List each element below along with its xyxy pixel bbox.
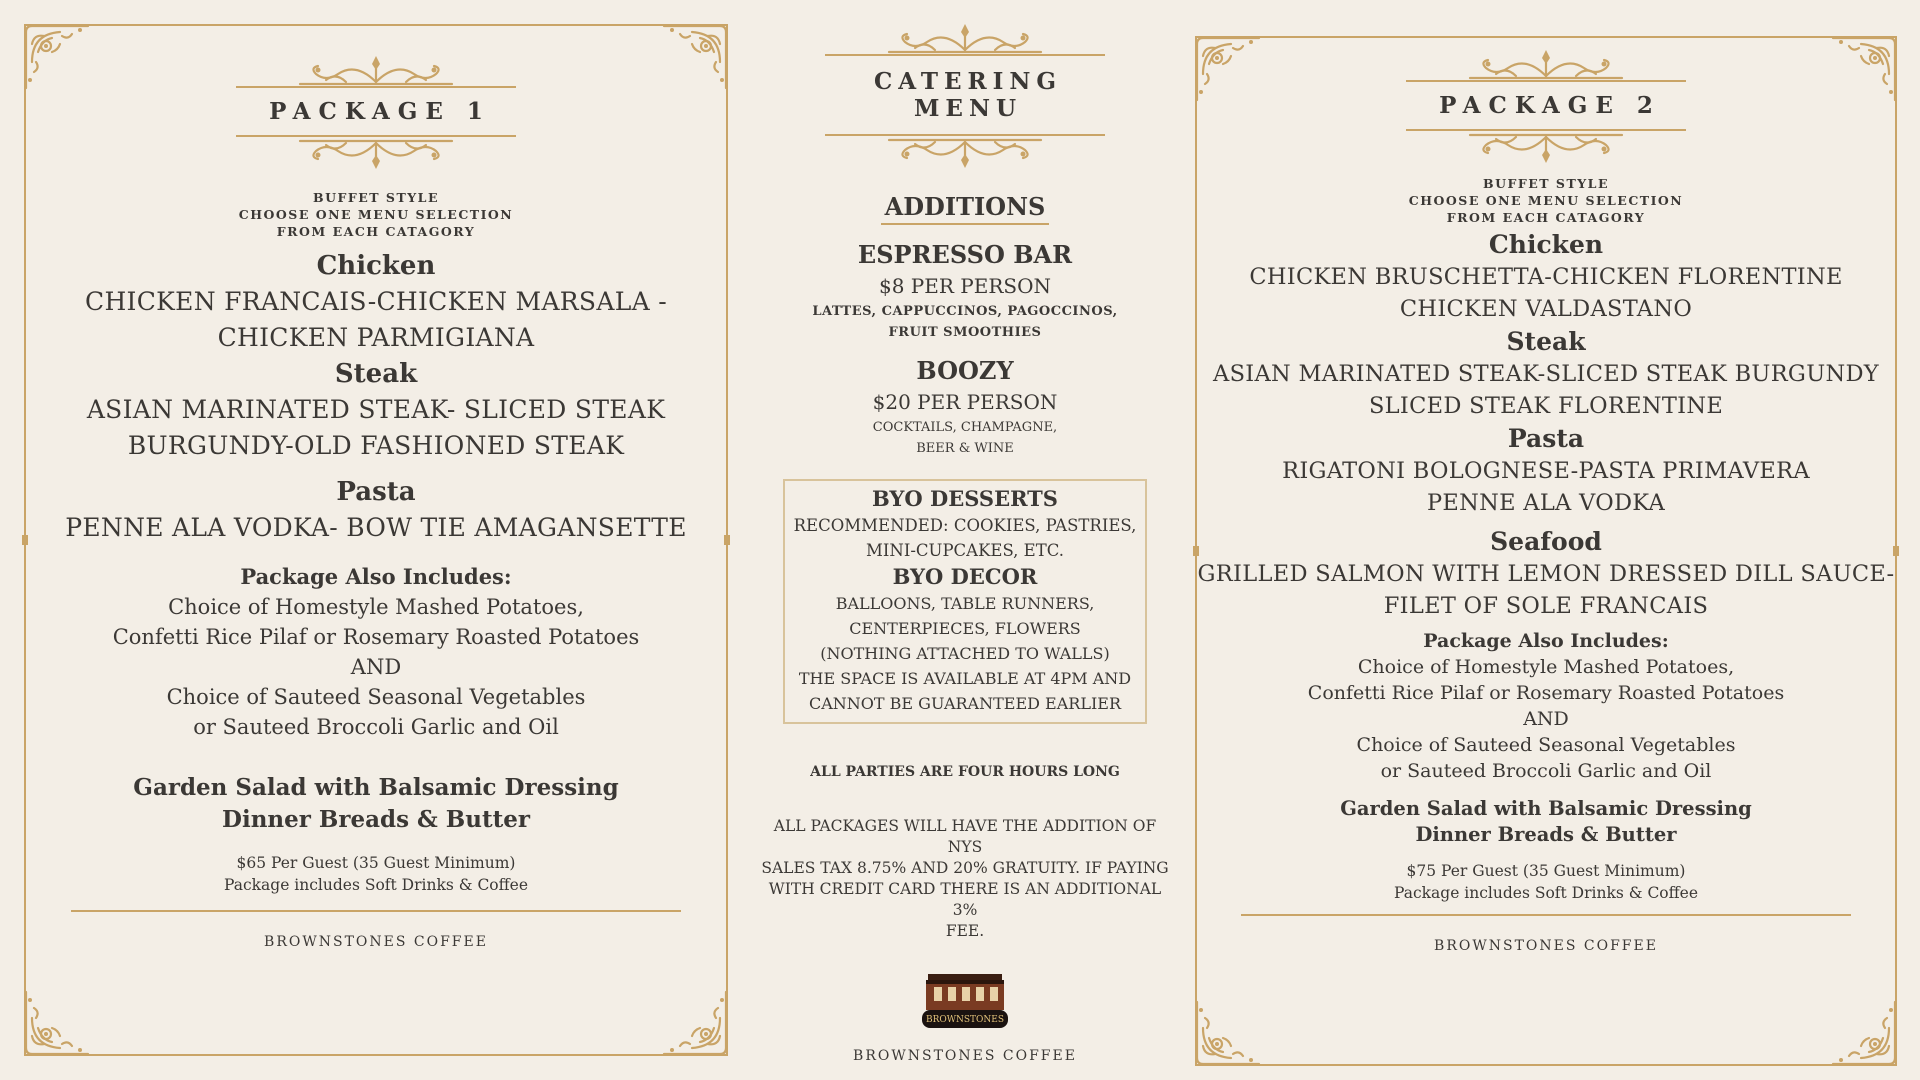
section-heading: Steak <box>334 359 418 389</box>
menu-section: Pasta PENNE ALA VODKA- BOW TIE AMAGANSETTE <box>26 474 726 546</box>
package-includes: Package Also Includes: Choice of Homestyle Mashed Potatoes, Confetti Rice Pilaf or Rosemary Roasted Potatoes AND Choice of Sauteed Seasonal Vegetables or Sauteed Broccoli Garlic and Oil <box>1307 630 1785 782</box>
package-price: $75 Per Guest (35 Guest Minimum) Package includes Soft Drinks & Coffee <box>1393 862 1698 902</box>
corner-ornament-icon <box>1193 998 1263 1068</box>
brownstones-logo <box>920 972 1010 1034</box>
byo-box: BYO DESSERTS RECOMMENDED: COOKIES, PASTRIES, MINI-CUPCAKES, ETC. BYO DECOR BALLOONS, TABLE RUNNERS, CENTERPIECES, FLOWERS (NOTHING ATTACHED TO WALLS) THE SPACE IS AVAILABLE AT 4PM AND CANNOT BE GUARANTEED EARLIER <box>783 479 1147 724</box>
menu-section: Pasta RIGATONI BOLOGNESE-PASTA PRIMAVERA PENNE ALA VODKA <box>1197 422 1895 519</box>
flourish-bottom-icon <box>236 137 516 169</box>
corner-ornament-icon <box>22 988 92 1058</box>
salad-bread: Garden Salad with Balsamic Dressing Dinner Breads & Butter <box>1340 797 1752 846</box>
espresso-bar: ESPRESSO BAR $8 PER PERSON LATTES, CAPPUCCINOS, PAGOCCINOS, FRUIT SMOOTHIES <box>812 240 1118 340</box>
menu-section: Chicken CHICKEN BRUSCHETTA-CHICKEN FLORENTINE CHICKEN VALDASTANO <box>1197 228 1895 325</box>
footer-divider <box>1241 914 1851 916</box>
byo-desserts-heading: BYO DESSERTS <box>872 486 1058 511</box>
package-2-panel <box>1195 36 1897 1066</box>
package-price: $65 Per Guest (35 Guest Minimum) Package includes Soft Drinks & Coffee <box>223 854 528 894</box>
section-heading: Pasta <box>336 477 416 507</box>
byo-decor-heading: BYO DECOR <box>892 564 1038 589</box>
boozy: BOOZY $20 PER PERSON COCKTAILS, CHAMPAGNE, BEER & WINE <box>872 356 1058 456</box>
menu-section: Chicken CHICKEN FRANCAIS-CHICKEN MARSALA - CHICKEN PARMIGIANA <box>26 248 726 356</box>
flourish-top-icon <box>1406 50 1686 82</box>
svg-text:BROWNSTONES: BROWNSTONES <box>925 1015 1005 1025</box>
salad-bread: Garden Salad with Balsamic Dressing Dinner Breads & Butter <box>133 774 619 833</box>
brand-footer: BROWNSTONES COFFEE <box>853 1048 1077 1064</box>
flourish-top-icon <box>236 56 516 88</box>
section-heading: Chicken <box>316 251 436 281</box>
package-title-block <box>236 56 516 169</box>
menu-section: Seafood GRILLED SALMON WITH LEMON DRESSED DILL SAUCE- FILET OF SOLE FRANCAIS <box>1197 527 1895 619</box>
flourish-bottom-icon <box>825 136 1105 168</box>
package-title: PACKAGE 2 <box>1439 92 1661 119</box>
catering-menu-title: CATERING MENU <box>873 68 1063 122</box>
corner-ornament-icon <box>1829 998 1899 1068</box>
package-1-panel <box>24 24 728 1056</box>
section-heading: Seafood <box>1490 527 1602 556</box>
corner-ornament-icon <box>660 988 730 1058</box>
flourish-top-icon <box>825 24 1105 56</box>
section-heading: Chicken <box>1488 230 1604 259</box>
section-heading: Steak <box>1506 327 1586 356</box>
buffet-note: BUFFET STYLE CHOOSE ONE MENU SELECTION FROM EACH CATAGORY <box>1408 176 1684 225</box>
brand-footer: BROWNSTONES COFFEE <box>264 934 488 950</box>
package-title-block <box>1406 50 1686 163</box>
package-includes: Package Also Includes: Choice of Homestyle Mashed Potatoes, Confetti Rice Pilaf or Rosemary Roasted Potatoes AND Choice of Sauteed Seasonal Vegetables or Sauteed Broccoli Garlic and Oil <box>112 564 640 739</box>
tax-note: ALL PACKAGES WILL HAVE THE ADDITION OF NYS SALES TAX 8.75% AND 20% GRATUITY. IF PAYING WITH CREDIT CARD THERE IS AN ADDITIONAL 3% FEE. <box>761 817 1169 940</box>
center-column <box>760 24 1170 1064</box>
menu-section: Steak ASIAN MARINATED STEAK-SLICED STEAK BURGUNDY SLICED STEAK FLORENTINE <box>1197 325 1895 422</box>
package-title: PACKAGE 1 <box>269 98 491 125</box>
footer-divider <box>71 910 681 912</box>
brand-footer: BROWNSTONES COFFEE <box>1434 938 1658 954</box>
section-heading: Pasta <box>1507 424 1585 453</box>
additions-heading: ADDITIONS <box>881 192 1050 225</box>
buffet-note: BUFFET STYLE CHOOSE ONE MENU SELECTION FROM EACH CATAGORY <box>238 190 514 239</box>
menu-section: Steak ASIAN MARINATED STEAK- SLICED STEAK BURGUNDY-OLD FASHIONED STEAK <box>26 356 726 464</box>
flourish-bottom-icon <box>1406 131 1686 163</box>
catering-title-block <box>825 24 1105 168</box>
parties-note: ALL PARTIES ARE FOUR HOURS LONG <box>810 764 1120 780</box>
